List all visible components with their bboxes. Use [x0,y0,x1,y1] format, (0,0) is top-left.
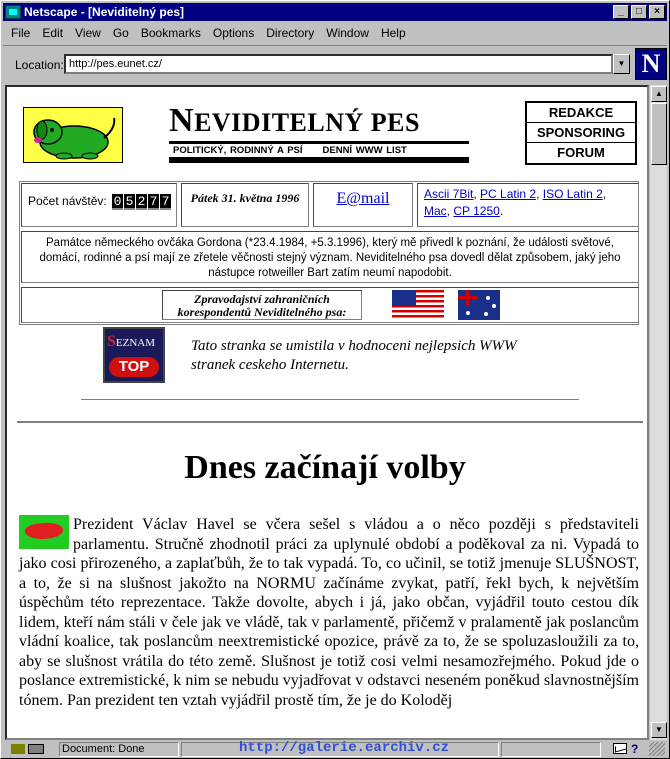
status-text: Document: Done [59,742,179,757]
title-bar [3,3,667,21]
menu-bookmarks[interactable]: Bookmarks [140,25,201,40]
charset-cp1250-link[interactable]: CP 1250 [453,204,500,218]
subtitle-right: DENNÍ WWW LIST [322,145,407,156]
key-icon[interactable] [11,742,59,757]
australia-flag-icon[interactable] [458,290,500,320]
menu-edit[interactable]: Edit [42,25,64,40]
progress-field [501,742,601,757]
menu-options[interactable]: Options [212,25,255,40]
counter-digit: 2 [137,194,146,209]
close-button[interactable]: × [649,5,665,19]
article-body [19,515,639,710]
netscape-n-logo[interactable]: N [635,48,667,80]
vertical-scrollbar[interactable] [649,85,667,740]
charset-pclatin2-link[interactable]: PC Latin 2 [480,187,537,201]
netscape-icon[interactable] [5,5,21,19]
maximize-button[interactable]: □ [631,5,647,19]
help-icon[interactable]: ? [631,742,639,756]
divider [81,399,579,401]
location-bar [3,45,667,81]
location-input[interactable]: http://pes.eunet.cz/ [64,54,613,74]
menu-directory[interactable]: Directory [266,25,315,40]
seznam-logo-text: SEZNAM [107,333,156,350]
site-name-rest: EVIDITELNÝ PES [194,108,420,137]
counter-digit: 5 [125,194,134,209]
czech-map-icon [19,515,69,549]
location-dropdown-button[interactable]: ▼ [613,54,630,74]
article-headline: Dnes začínají volby [184,449,466,486]
nav-sponsoring[interactable]: SPONSORING [527,123,635,143]
page-content [5,85,649,740]
charset-ascii-link[interactable]: Ascii 7Bit [424,187,474,201]
counter-digit: 7 [161,194,170,209]
correspondents-cell [21,287,639,323]
site-name [169,103,469,141]
seznam-top-label: TOP [109,357,159,377]
date-cell: Pátek 31. května 1996 [181,183,309,227]
counter-digit: 0 [113,194,122,209]
charset-mac-link[interactable]: Mac [424,204,447,218]
site-subtitle [169,141,469,163]
mail-icon[interactable] [613,743,627,754]
menu-help[interactable]: Help [380,25,406,40]
visit-counter [112,194,172,210]
watermark-text: http://galerie.earchiv.cz [239,740,450,756]
divider [17,421,643,424]
menu-file[interactable]: File [11,25,31,40]
site-logo[interactable] [169,103,469,165]
scroll-thumb[interactable] [651,103,667,165]
nav-forum[interactable]: FORUM [557,145,605,160]
seznam-top-badge[interactable] [103,327,165,383]
scroll-up-button[interactable]: ▲ [651,86,667,102]
dog-icon [24,108,123,163]
seznam-ranking-text: Tato stranka se umistila v hodnoceni nejlepsich WWW stranek ceskeho Internetu. [191,338,517,373]
charset-isolatin2-link[interactable]: ISO Latin 2 [542,187,603,201]
menu-view[interactable]: View [75,25,101,40]
visit-counter-cell [21,183,177,227]
menu-window[interactable]: Window [326,25,369,40]
nav-redakce[interactable]: REDAKCE [527,103,635,123]
article-text: Prezident Václav Havel se včera sešel s vládou a o něco později s představiteli parlamentu. Stručně zhodnotil práci za uplynulé období a poděkoval za ni. Vypadá to jako cosi přirozeného, a zaplaťbůh, že to tak vypadá. To, co učinil, se totiž jmenuje SLUŠNOST, a to, že si na slušnost jakožto na NORMU začínáme zvykat, patří, řekl bych, k největším úspěchům této reprezentace. Takže dovolte, abych i já, jako občan, vyjádřil touto cestou dík lidem, kteří nám stáli v čele jak ve vládě, tak v parlamentě, přičemž v pralamentě jak poslancům vládní koalice, tak poslancům neextremistické opozice, právě za to, že se spoluzasloužili za to, aby se slušnost vrátila do této země. Slušnost je totiž cosi velmi nesamozřejmého. Pokud jde o poslance extremistické, k nim se nebudu vyjadřovat v odstavci neseném poněkud slavnostnějším tónem. Pan prezident ten vztah vyjádřil prostě tím, že je do Koloděj [19,516,639,709]
counter-digit: 7 [149,194,158,209]
subtitle-left: POLITICKÝ, RODINNÝ A PSÍ [173,145,303,156]
correspondents-label: Zpravodajství zahraničních korespondentů Neviditelného psa: [162,290,362,320]
menu-bar [3,23,667,42]
menu-go[interactable]: Go [112,25,129,40]
site-name-initial: N [169,102,195,139]
us-flag-icon[interactable] [392,290,444,320]
dog-mascot-image[interactable] [23,107,123,163]
visits-label: Počet návštěv: [28,194,107,209]
email-cell [313,183,413,227]
charset-cell: Ascii 7Bit, PC Latin 2, ISO Latin 2, Mac, CP 1250. [417,183,639,227]
minimize-button[interactable]: _ [613,5,629,19]
memorial-text: Památce německého ovčáka Gordona (*23.4.1984, +5.3.1996), který mě přivedl k poznání, že události světové, domácí, rodinné a psí mají ze zřetele věčnosti stejný význam. Neviditelného psa dovedl dělat způsobem, jaký jeho nástupce rotweiller Bart zatím neumí napodobit. [21,231,639,283]
window-title: Netscape - [Neviditelný pes] [24,5,185,19]
nav-box [525,101,637,165]
resize-grip[interactable] [649,742,665,756]
email-link[interactable]: E@mail [336,190,390,207]
location-label: Location: [15,58,64,72]
scroll-down-button[interactable]: ▼ [651,722,667,738]
